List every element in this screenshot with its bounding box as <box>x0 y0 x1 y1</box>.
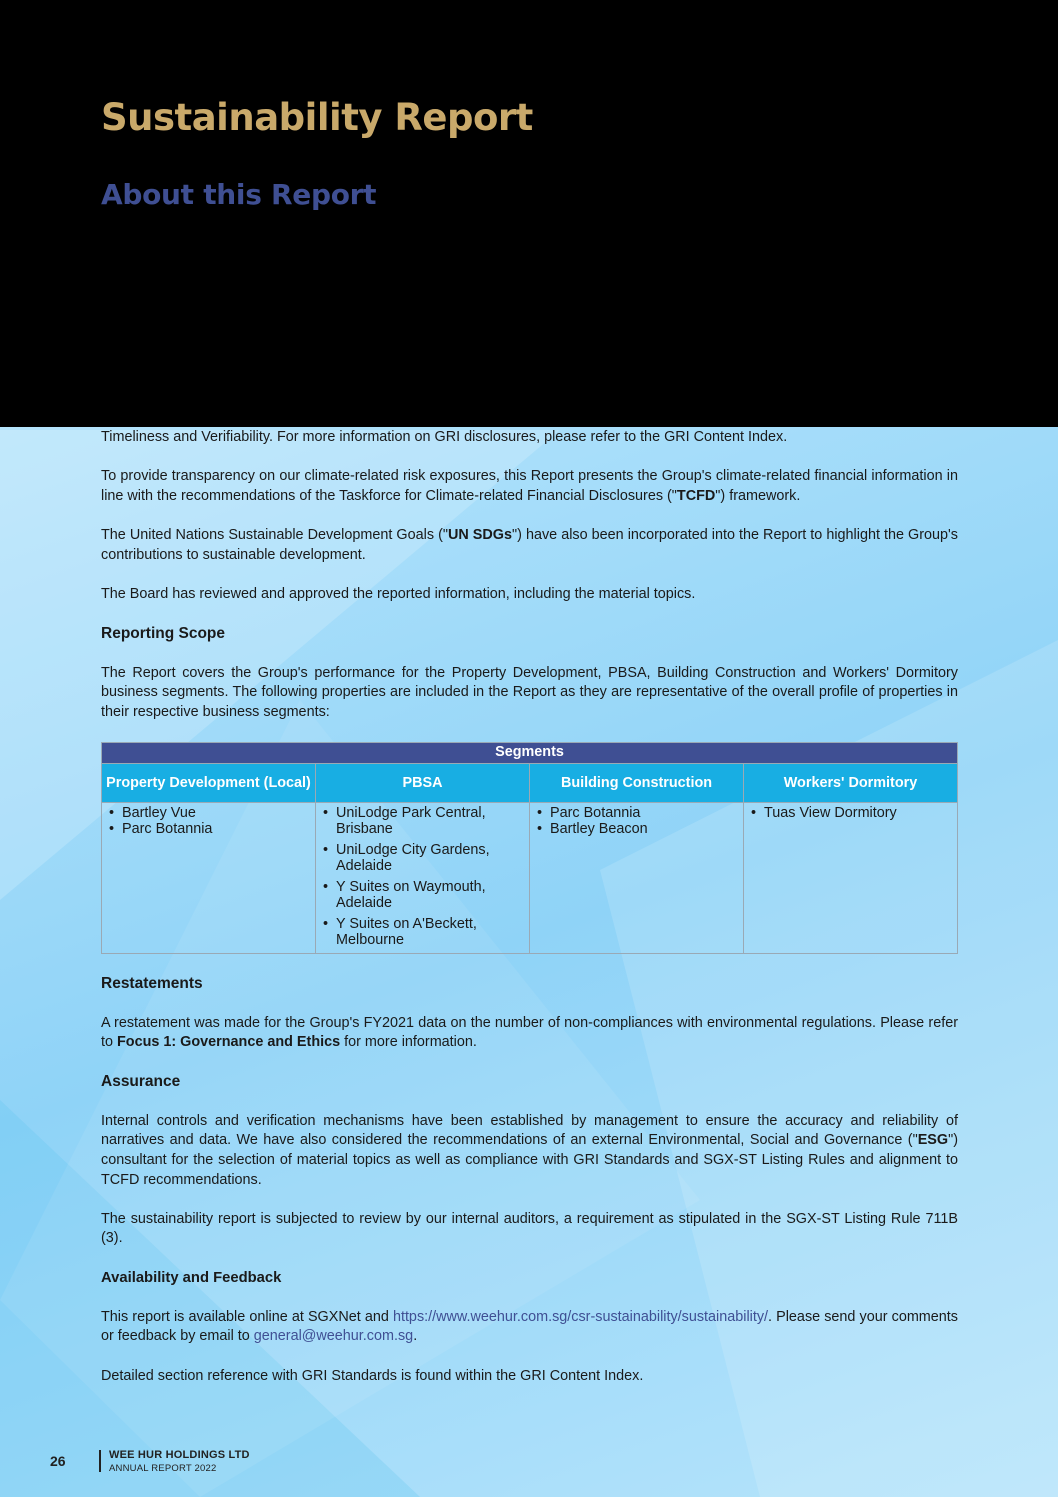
page-footer <box>0 1447 1058 1477</box>
header-band <box>0 0 1058 427</box>
segments-table-header: Segments <box>102 742 958 763</box>
list-item: • UniLodge City Gardens, Adelaide <box>336 842 525 875</box>
building-construction-cell <box>530 802 744 953</box>
report-name: ANNUAL REPORT 2022 <box>109 1463 217 1474</box>
list-item: • Y Suites on A'Beckett, Melbourne <box>336 916 525 949</box>
list-item: • Bartley Vue <box>122 805 311 822</box>
workers-dormitory-cell <box>744 802 958 953</box>
availability-heading: Availability and Feedback <box>101 1269 282 1286</box>
reporting-scope-text: The Report covers the Group's performance for the Property Development, PBSA, Building Construction and Workers' Dormitory business segments. The following properties are included in the Report as they are representative of the overall profile of properties in their respective business segments: <box>101 664 958 720</box>
intro-paragraph-gri: Timeliness and Verifiability. For more information on GRI disclosures, please refer to the GRI Content Index. <box>101 429 788 445</box>
segments-table <box>101 742 958 954</box>
assurance-heading: Assurance <box>101 1073 181 1091</box>
list-item: • Parc Botannia <box>122 821 311 838</box>
availability-text: This report is available online at SGXNet and https://www.weehur.com.sg/csr-sustainability/sustainability/. Please send your comments or feedback by email to general@weehur.com.sg. <box>101 1308 958 1345</box>
list-item: • UniLodge Park Central, Brisbane <box>336 805 525 838</box>
company-name: WEE HUR HOLDINGS LTD <box>109 1449 250 1461</box>
intro-paragraph-tcfd: To provide transparency on our climate-related risk exposures, this Report presents the Group's climate-related financial information in line with the recommendations of the Taskforce for Climate-related Financial Disclosures ("TCFD") framework. <box>101 468 958 504</box>
column-header-property-development: Property Development (Local) <box>102 763 316 802</box>
section-subtitle: About this Report <box>101 178 377 211</box>
sustainability-link[interactable]: https://www.weehur.com.sg/csr-sustainability/sustainability/ <box>392 1308 769 1325</box>
list-item: • Y Suites on Waymouth, Adelaide <box>336 879 525 912</box>
reporting-scope-heading: Reporting Scope <box>101 624 226 642</box>
restatements-text: A restatement was made for the Group's FY2021 data on the number of non-compliances with environmental regulations. Please refer to Focus 1: Governance and Ethics for more information. <box>101 1014 958 1051</box>
assurance-audit-text: The sustainability report is subjected to review by our internal auditors, a requirement as stipulated in the SGX-ST Listing Rule 711B (3). <box>101 1210 958 1247</box>
list-item: • Tuas View Dormitory <box>764 805 953 822</box>
gri-reference-note: Detailed section reference with GRI Standards is found within the GRI Content Index. <box>101 1367 644 1384</box>
column-header-building-construction: Building Construction <box>530 763 744 802</box>
property-development-cell <box>102 802 316 953</box>
feedback-email-link[interactable]: general@weehur.com.sg <box>253 1328 414 1345</box>
list-item: • Bartley Beacon <box>550 821 739 838</box>
footer-divider <box>99 1450 101 1472</box>
pbsa-cell <box>316 802 530 953</box>
page-title: Sustainability Report <box>101 96 533 139</box>
intro-paragraph-sdgs: The United Nations Sustainable Development Goals ("UN SDGs") have also been incorporated into the Report to highlight the Group's contributions to sustainable development. <box>101 526 958 563</box>
intro-paragraph-board: The Board has reviewed and approved the reported information, including the material topics. <box>101 585 696 602</box>
restatements-heading: Restatements <box>101 974 203 992</box>
list-item: • Parc Botannia <box>550 805 739 822</box>
report-body <box>101 428 958 1406</box>
column-header-workers-dormitory: Workers' Dormitory <box>744 763 958 802</box>
page-number: 26 <box>50 1453 66 1469</box>
assurance-text: Internal controls and verification mechanisms have been established by management to ensure the accuracy and reliability of narratives and data. We have also considered the recommendations of an external Environmental, Social and Governance ("ESG") consultant for the selection of material topics as well as compliance with GRI Standards and SGX-ST Listing Rules and alignment to TCFD recommendations. <box>101 1112 958 1188</box>
column-header-pbsa: PBSA <box>316 763 530 802</box>
